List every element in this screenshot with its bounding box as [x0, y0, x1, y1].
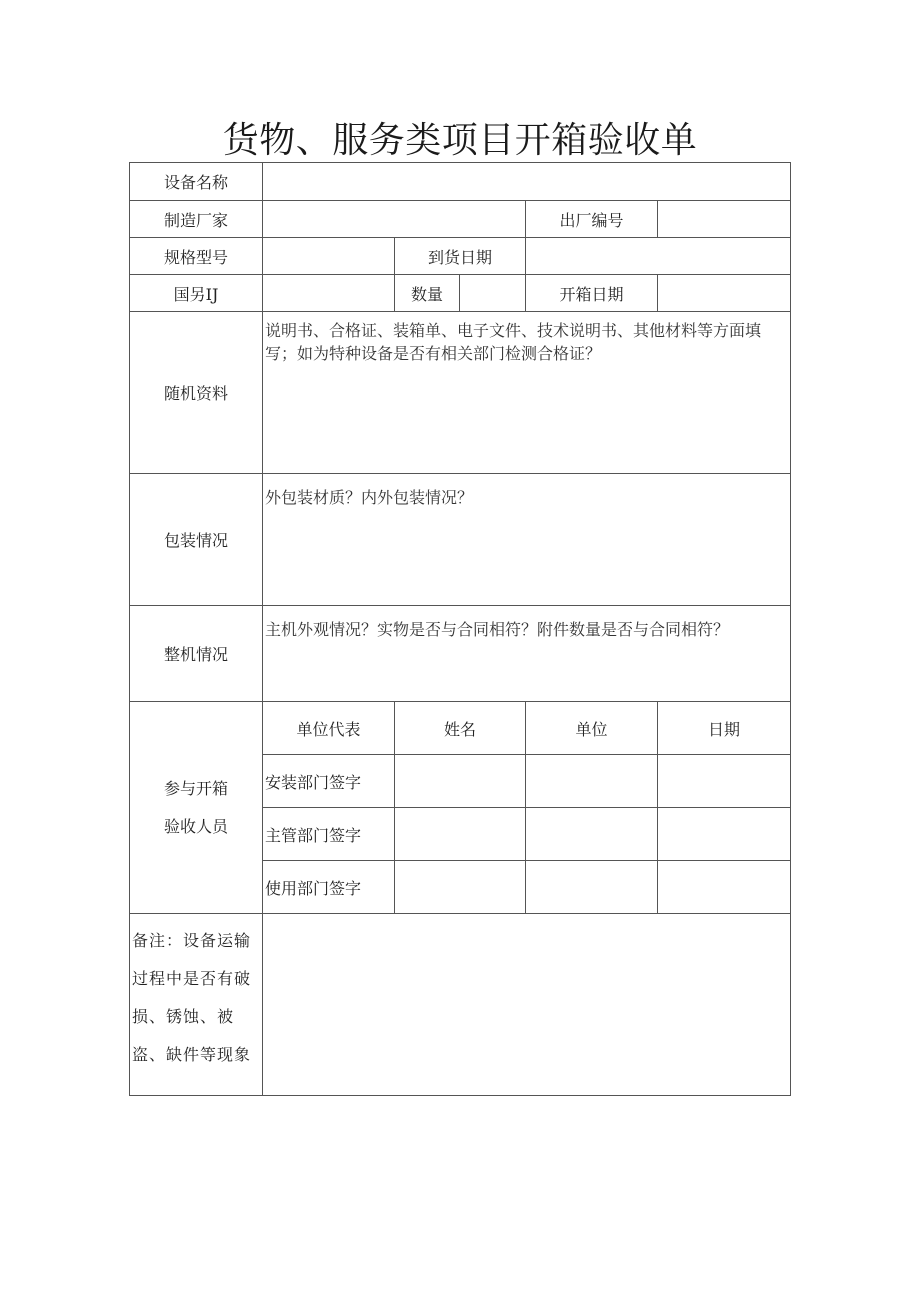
participants-label	[130, 702, 263, 914]
row-machine	[130, 606, 791, 702]
docs-field[interactable]: 说明书、合格证、装箱单、电子文件、技术说明书、其他材料等方面填写；如为特种设备是否有相关部门检测合格证？	[263, 312, 791, 474]
header-unit: 单位	[526, 702, 658, 755]
country-field[interactable]	[263, 275, 395, 312]
manufacturer-field[interactable]	[263, 201, 526, 238]
remark-label	[130, 914, 263, 1096]
quantity-label: 数量	[395, 275, 460, 312]
serial-no-label: 出厂编号	[526, 201, 658, 238]
row-device-name	[130, 163, 791, 201]
managing-dept-sign-label: 主管部门签字	[263, 808, 395, 861]
page-title: 货物、服务类项目开箱验收单	[222, 120, 698, 161]
remark-line3: 损、锈蚀、被	[132, 1007, 235, 1026]
docs-label: 随机资料	[130, 312, 263, 474]
packing-label: 包装情况	[130, 474, 263, 606]
remark-line1: 备注：设备运输	[132, 931, 252, 950]
row-manufacturer	[130, 201, 791, 238]
row-docs	[130, 312, 791, 474]
model-field[interactable]	[263, 238, 395, 275]
manufacturer-label: 制造厂家	[130, 201, 263, 238]
using-name-field[interactable]	[395, 861, 526, 914]
arrival-date-label: 到货日期	[395, 238, 526, 275]
arrival-date-field[interactable]	[526, 238, 791, 275]
quantity-field[interactable]	[460, 275, 526, 312]
row-country	[130, 275, 791, 312]
install-name-field[interactable]	[395, 755, 526, 808]
remark-field[interactable]	[263, 914, 791, 1096]
machine-label: 整机情况	[130, 606, 263, 702]
remark-line2: 过程中是否有破	[132, 969, 252, 988]
row-model	[130, 238, 791, 275]
device-name-label: 设备名称	[130, 163, 263, 201]
managing-name-field[interactable]	[395, 808, 526, 861]
participants-label-line2: 验收人员	[163, 816, 228, 836]
participants-label-line1: 参与开箱	[163, 778, 228, 798]
install-dept-sign-label: 安装部门签字	[263, 755, 395, 808]
managing-unit-field[interactable]	[526, 808, 658, 861]
remark-line4: 盗、缺件等现象	[132, 1045, 252, 1064]
row-remark	[130, 914, 791, 1096]
using-dept-sign-label: 使用部门签字	[263, 861, 395, 914]
device-name-field[interactable]	[263, 163, 791, 201]
using-date-field[interactable]	[658, 861, 791, 914]
using-unit-field[interactable]	[526, 861, 658, 914]
header-name: 姓名	[395, 702, 526, 755]
packing-field[interactable]: 外包装材质？内外包装情况？	[263, 474, 791, 606]
header-date: 日期	[658, 702, 791, 755]
managing-date-field[interactable]	[658, 808, 791, 861]
row-packing	[130, 474, 791, 606]
open-date-field[interactable]	[658, 275, 791, 312]
machine-field[interactable]: 主机外观情况？实物是否与合同相符？附件数量是否与合同相符？	[263, 606, 791, 702]
serial-no-field[interactable]	[658, 201, 791, 238]
acceptance-form	[129, 162, 791, 1096]
participants-header-row	[130, 702, 791, 755]
model-label: 规格型号	[130, 238, 263, 275]
open-date-label: 开箱日期	[526, 275, 658, 312]
country-label: 国另IJ	[130, 275, 263, 312]
install-unit-field[interactable]	[526, 755, 658, 808]
install-date-field[interactable]	[658, 755, 791, 808]
header-unit-rep: 单位代表	[263, 702, 395, 755]
